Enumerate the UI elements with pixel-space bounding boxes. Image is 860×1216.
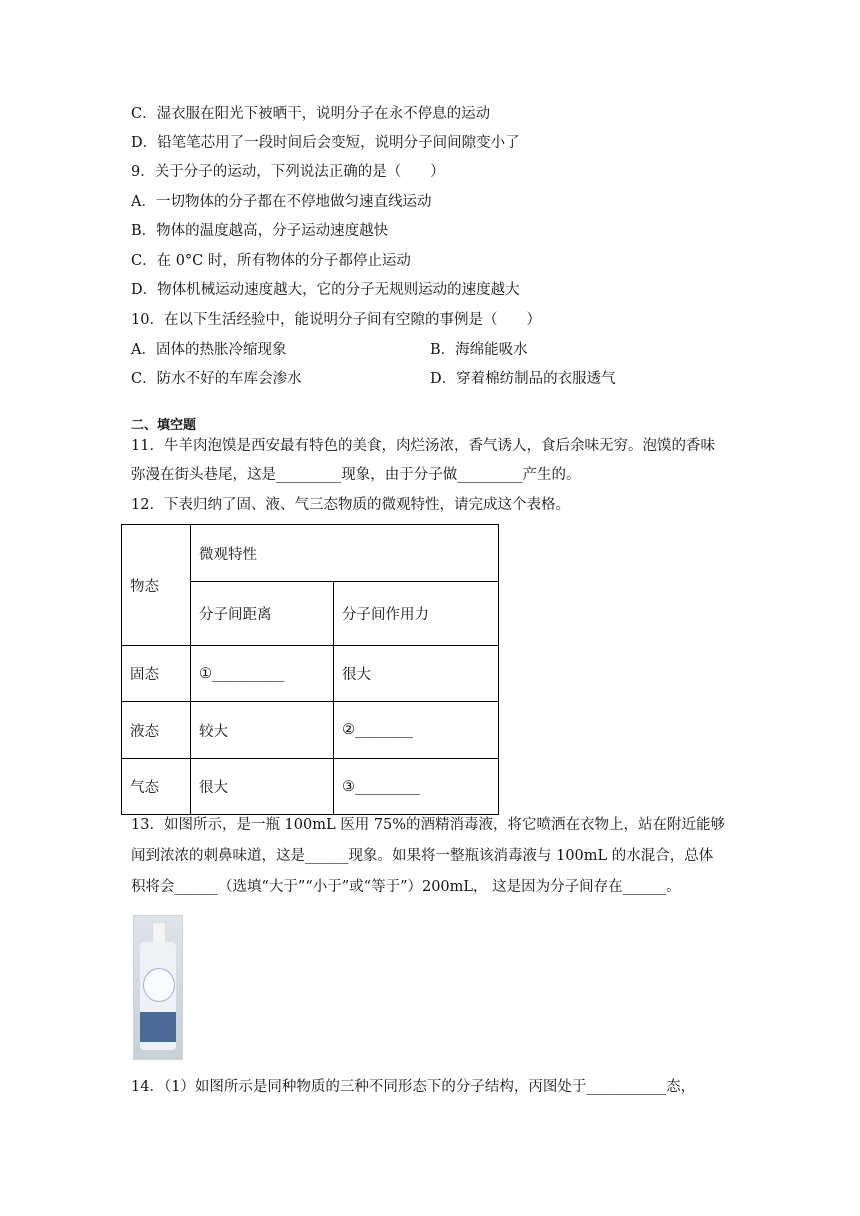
- q11-line2: 弥漫在街头巷尾，这是_________现象，由于分子做_________产生的。: [131, 467, 581, 483]
- table-cell-distance: 较大: [191, 702, 334, 759]
- micro-properties-table: [121, 524, 499, 815]
- table-cell-force: 很大: [334, 646, 499, 702]
- table-header-force: 分子间作用力: [334, 582, 499, 646]
- section-title: 二、填空题: [131, 418, 197, 433]
- bottle-cap: [152, 922, 166, 944]
- q12-stem: 12．下表归纳了固、液、气三态物质的微观特性，请完成这个表格。: [131, 497, 570, 513]
- q8-option-d: D．铅笔笔芯用了一段时间后会变短，说明分子间间隙变小了: [131, 135, 520, 151]
- disinfectant-bottle-image: [133, 915, 183, 1060]
- table-cell-distance: 很大: [191, 759, 334, 815]
- table-header-micro: 微观特性: [191, 525, 499, 582]
- table-cell-state: 气态: [122, 759, 191, 815]
- q9-option-b: B．物体的温度越高，分子运动速度越快: [131, 223, 389, 239]
- table-cell-state: 液态: [122, 702, 191, 759]
- q13-line2: 闻到浓浓的刺鼻味道，这是______现象。如果将一整瓶该消毒液与 100mL 的水混合，总体: [131, 848, 714, 864]
- q13-line1: 13．如图所示，是一瓶 100mL 医用 75%的酒精消毒液，将它喷洒在衣物上，站在附近能够: [131, 817, 726, 833]
- q10-stem: 10．在以下生活经验中，能说明分子间有空隙的事例是（ ）: [131, 312, 541, 328]
- table-row: [122, 759, 499, 815]
- q9-stem: 9．关于分子的运动，下列说法正确的是（ ）: [131, 164, 445, 180]
- q13-line3: 积将会______（选填“大于”“小于”或“等于”）200mL， 这是因为分子间存在______。: [131, 879, 681, 895]
- table-row: [122, 646, 499, 702]
- q10-option-d: D．穿着棉纺制品的衣服透气: [430, 371, 616, 387]
- table-cell-force: ②________: [334, 702, 499, 759]
- q9-option-a: A．一切物体的分子都在不停地做匀速直线运动: [131, 194, 432, 210]
- table-header-distance: 分子间距离: [191, 582, 334, 646]
- bottle-label-band: [140, 1012, 176, 1042]
- table-row: [122, 702, 499, 759]
- table-cell-force: ③_________: [334, 759, 499, 815]
- table-header-state: 物态: [122, 525, 191, 646]
- q10-option-a: A．固体的热胀冷缩现象: [131, 342, 287, 358]
- q9-option-c: C．在 0°C 时，所有物体的分子都停止运动: [131, 253, 411, 269]
- q11-line1: 11．牛羊肉泡馍是西安最有特色的美食，肉烂汤浓，香气诱人，食后余味无穷。泡馍的香味: [131, 438, 715, 454]
- bottle-label: [143, 968, 175, 1002]
- q10-option-b: B．海绵能吸水: [430, 342, 528, 358]
- q14-line1: 14．（1）如图所示是同种物质的三种不同形态下的分子结构，丙图处于___________态，: [131, 1079, 696, 1095]
- q9-option-d: D．物体机械运动速度越大，它的分子无规则运动的速度越大: [131, 282, 520, 298]
- table-cell-distance: ①__________: [191, 646, 334, 702]
- q8-option-c: C．湿衣服在阳光下被晒干，说明分子在永不停息的运动: [131, 106, 491, 122]
- table-cell-state: 固态: [122, 646, 191, 702]
- q10-option-c: C．防水不好的车库会渗水: [131, 371, 302, 387]
